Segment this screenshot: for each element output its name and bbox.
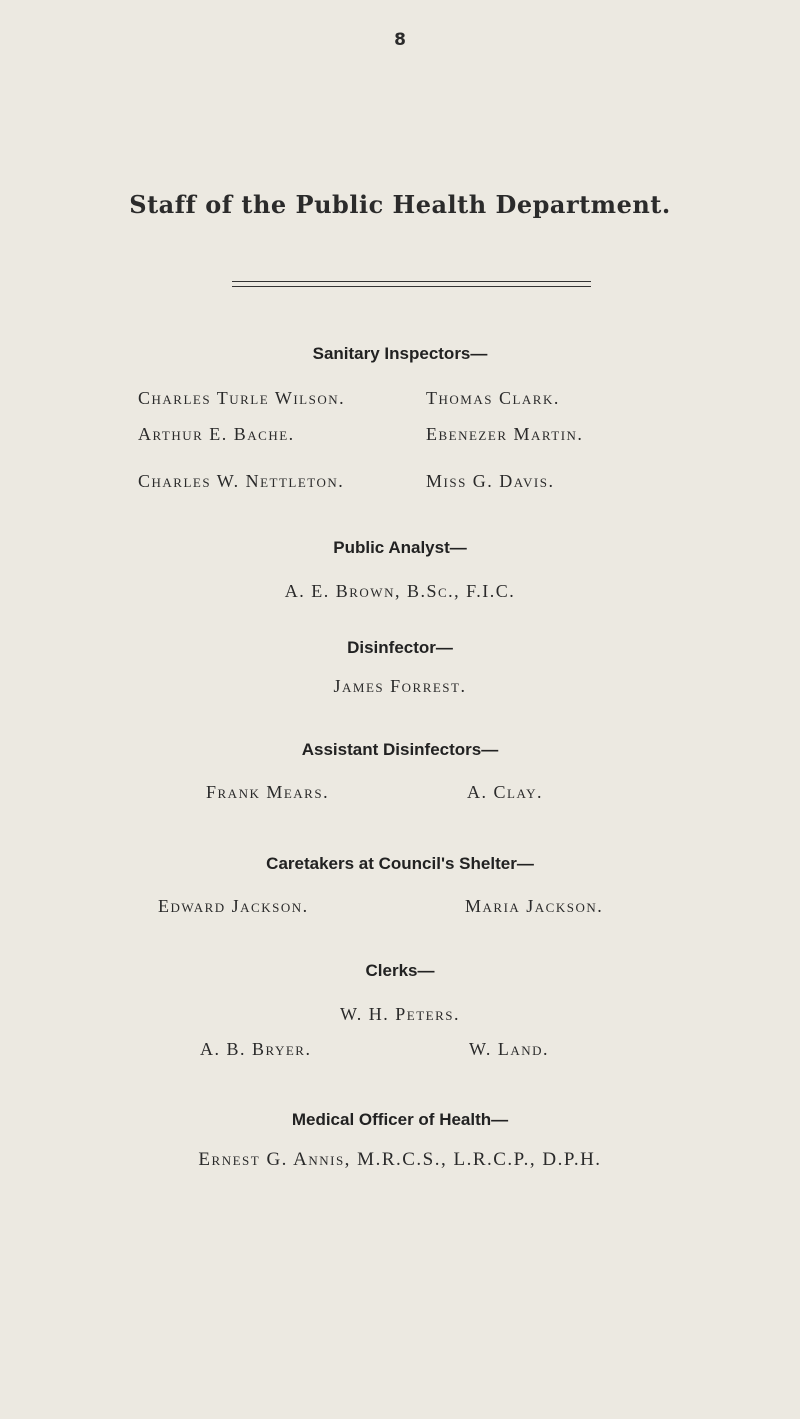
page-title: Staff of the Public Health Department.	[129, 190, 671, 219]
section-heading-clerks: Clerks—	[365, 961, 435, 980]
staff-name: Ebenezer Martin.	[426, 424, 584, 444]
staff-name: Arthur E. Bache.	[138, 424, 295, 444]
staff-name: Miss G. Davis.	[426, 471, 555, 491]
staff-name: Frank Mears.	[206, 782, 330, 802]
section-heading-public-analyst: Public Analyst—	[333, 538, 467, 557]
section-heading-assistant-disinfectors: Assistant Disinfectors—	[301, 740, 499, 759]
staff-name: Charles W. Nettleton.	[138, 471, 345, 491]
staff-name: Maria Jackson.	[465, 896, 604, 916]
staff-name: W. Land.	[469, 1039, 549, 1059]
staff-name: James Forrest.	[333, 676, 467, 696]
staff-name: Ernest G. Annis, M.R.C.S., L.R.C.P., D.P.H.	[198, 1149, 602, 1170]
staff-name: W. H. Peters.	[339, 1004, 461, 1024]
page-number: 8	[394, 30, 406, 50]
staff-name: Charles Turle Wilson.	[138, 388, 346, 408]
staff-name: A. E. Brown, B.Sc., F.I.C.	[284, 581, 516, 601]
staff-name: Edward Jackson.	[158, 896, 309, 916]
section-heading-medical-officer: Medical Officer of Health—	[291, 1110, 509, 1129]
staff-name: A. Clay.	[467, 782, 544, 802]
title-divider	[232, 281, 591, 282]
section-heading-sanitary-inspectors: Sanitary Inspectors—	[312, 344, 488, 363]
title-divider-second-line	[232, 286, 591, 287]
staff-name: Thomas Clark.	[426, 388, 560, 408]
staff-name: A. B. Bryer.	[200, 1039, 312, 1059]
section-heading-disinfector: Disinfector—	[347, 638, 453, 657]
section-heading-caretakers: Caretakers at Council's Shelter—	[266, 854, 534, 873]
